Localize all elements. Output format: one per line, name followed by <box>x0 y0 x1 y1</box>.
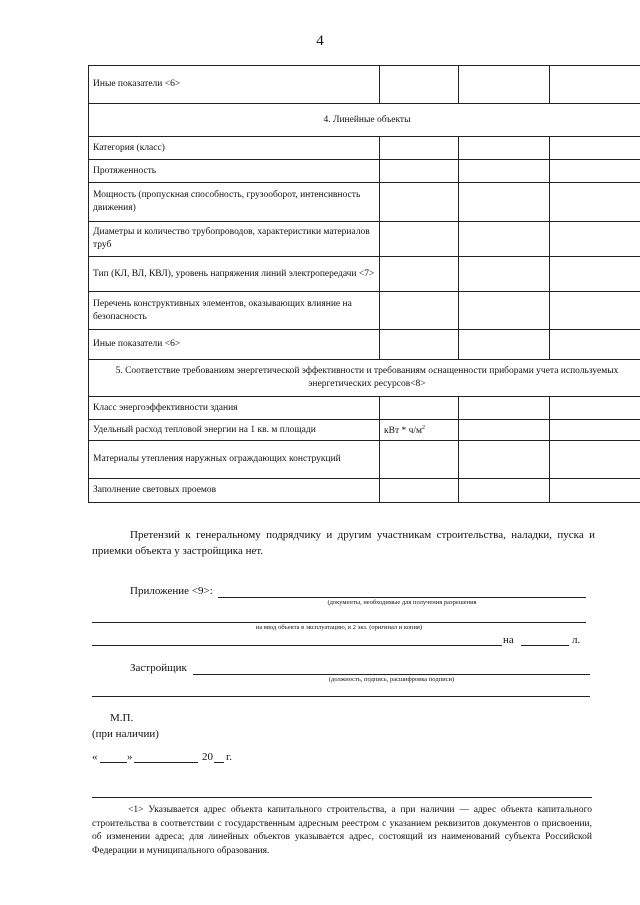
unit-cell <box>380 257 459 292</box>
value-cell <box>459 441 550 479</box>
value-cell <box>550 183 640 222</box>
value-cell <box>550 397 640 420</box>
row-label: Перечень конструктивных элементов, оказывающих влияние на безопасность <box>89 292 380 330</box>
developer-caption: (должность, подпись, расшифровка подписи) <box>328 676 455 683</box>
table-body <box>89 66 640 503</box>
date-open-quote: « <box>92 751 98 763</box>
characteristics-table <box>88 65 640 503</box>
unit-cell <box>380 222 459 257</box>
value-cell <box>550 330 640 360</box>
unit-exponent: 2 <box>422 424 426 431</box>
row-label: Мощность (пропускная способность, грузооборот, интенсивность движения) <box>89 183 380 222</box>
unit-cell <box>380 160 459 183</box>
developer-line-1 <box>193 674 590 675</box>
footnote-separator <box>92 797 592 798</box>
appendix-on-label: на <box>503 634 514 646</box>
table-row <box>89 441 640 479</box>
appendix-line-2 <box>92 622 586 623</box>
value-cell <box>550 292 640 330</box>
value-cell <box>550 420 640 441</box>
unit-cell <box>380 420 459 441</box>
date-day-line <box>100 762 127 763</box>
row-label: Иные показатели <6> <box>89 330 380 360</box>
developer-line-2 <box>92 696 590 697</box>
value-cell <box>459 160 550 183</box>
row-label: Класс энергоэффективности здания <box>89 397 380 420</box>
section-row <box>89 360 640 397</box>
section-row <box>89 104 640 137</box>
row-label: Протяженность <box>89 160 380 183</box>
value-cell <box>550 160 640 183</box>
table-row <box>89 330 640 360</box>
appendix-line-1 <box>218 597 586 598</box>
seal-label: М.П. <box>110 712 134 724</box>
appendix-caption-1: (документы, необходимые для получения разрешения <box>327 599 477 606</box>
table-row <box>89 479 640 503</box>
value-cell <box>459 330 550 360</box>
value-cell <box>550 257 640 292</box>
claims-paragraph: Претензий к генеральному подрядчику и другим участникам строительства, наладки, пуска и приемки объекта у застройщика нет. <box>92 529 595 557</box>
appendix-line-3 <box>92 645 502 646</box>
value-cell <box>550 66 640 104</box>
value-cell <box>459 183 550 222</box>
section-title: 5. Соответствие требованиям энергетической эффективности и требованиям оснащенности приборами учета используемых энергетических ресурсов<8> <box>89 360 640 397</box>
developer-label: Застройщик <box>130 662 187 674</box>
seal-note: (при наличии) <box>92 728 159 740</box>
date-year-prefix: 20 <box>202 751 213 763</box>
page-number: 4 <box>316 33 324 49</box>
unit-cell <box>380 330 459 360</box>
unit-cell <box>380 441 459 479</box>
unit-cell <box>380 292 459 330</box>
section-title: 4. Линейные объекты <box>89 104 640 137</box>
appendix-sheets-label: л. <box>572 634 581 646</box>
table-row <box>89 137 640 160</box>
row-label: Категория (класс) <box>89 137 380 160</box>
value-cell <box>459 257 550 292</box>
value-cell <box>459 479 550 503</box>
table-row <box>89 420 640 441</box>
value-cell <box>550 137 640 160</box>
appendix-sheets-line <box>521 645 569 646</box>
appendix-caption-2: на ввод объекта в эксплуатацию, в 2 экз. (оригинал и копия) <box>255 624 423 631</box>
unit-text: кВт * ч/м <box>384 426 423 437</box>
value-cell <box>459 420 550 441</box>
row-label: Диаметры и количество трубопроводов, характеристики материалов труб <box>89 222 380 257</box>
value-cell <box>550 222 640 257</box>
row-label: Заполнение световых проемов <box>89 479 380 503</box>
table-row <box>89 292 640 330</box>
row-label: Удельный расход тепловой энергии на 1 кв. м площади <box>89 420 380 441</box>
value-cell <box>459 222 550 257</box>
table-row <box>89 160 640 183</box>
value-cell <box>459 137 550 160</box>
table-row <box>89 397 640 420</box>
value-cell <box>550 441 640 479</box>
date-close-quote: » <box>127 751 133 763</box>
table-row <box>89 222 640 257</box>
unit-cell <box>380 183 459 222</box>
table-row <box>89 183 640 222</box>
value-cell <box>459 66 550 104</box>
appendix-label: Приложение <9>: <box>130 585 213 597</box>
date-year-line <box>214 762 224 763</box>
value-cell <box>459 397 550 420</box>
row-label: Тип (КЛ, ВЛ, КВЛ), уровень напряжения линий электропередачи <7> <box>89 257 380 292</box>
unit-cell <box>380 397 459 420</box>
unit-cell <box>380 66 459 104</box>
date-month-line <box>134 762 198 763</box>
value-cell <box>550 479 640 503</box>
unit-cell <box>380 479 459 503</box>
table-row <box>89 257 640 292</box>
date-year-suffix: г. <box>226 751 233 763</box>
table-row <box>89 66 640 104</box>
footnote: <1> Указывается адрес объекта капитального строительства, а при наличии — адрес объекта капитального строительства в соответствии с государственным адресным реестром с указанием реквизитов документов о присвоении, об изменении адреса; для линейных объектов указывается адрес, состоящий из наименований субъекта Российской Федерации и муниципального образования. <box>92 805 592 856</box>
unit-cell <box>380 137 459 160</box>
row-label: Материалы утепления наружных ограждающих конструкций <box>89 441 380 479</box>
value-cell <box>459 292 550 330</box>
row-label: Иные показатели <6> <box>89 66 380 104</box>
